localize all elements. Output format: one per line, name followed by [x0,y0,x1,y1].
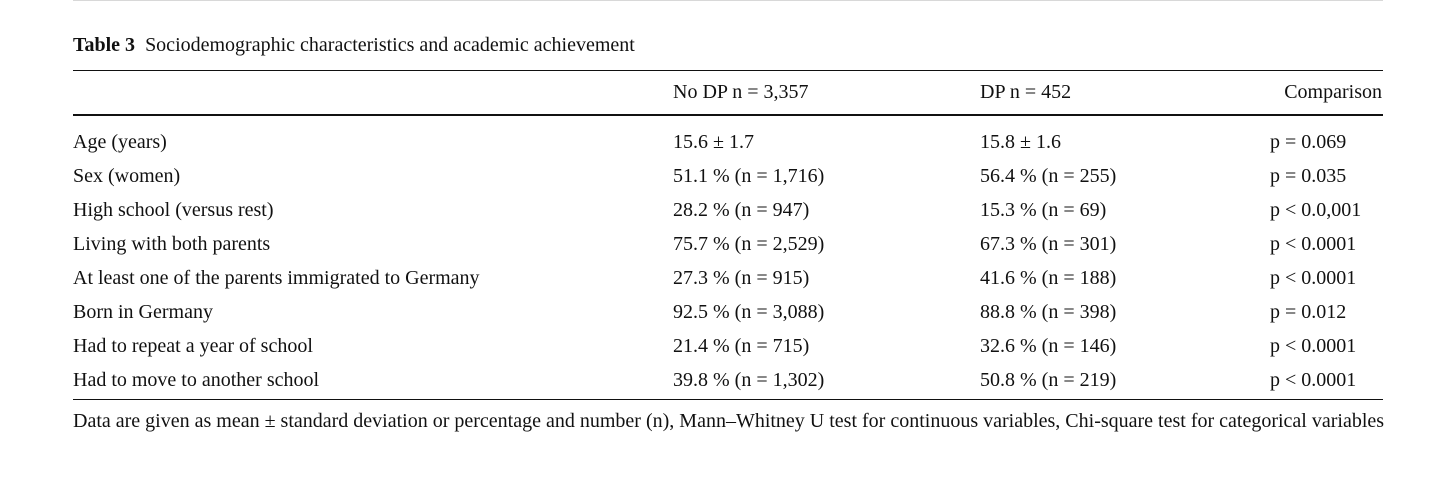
table-row [0,329,1438,363]
row-label: Had to move to another school [73,369,320,391]
table-body [0,125,1438,397]
column-header-no-dp: No DP n = 3,357 [673,81,809,103]
cell-comparison: p < 0.0001 [1270,369,1357,391]
cell-dp: 32.6 % (n = 146) [980,335,1117,357]
cell-no-dp: 51.1 % (n = 1,716) [673,165,825,187]
cell-dp: 50.8 % (n = 219) [980,369,1117,391]
table-row [0,193,1438,227]
cell-no-dp: 75.7 % (n = 2,529) [673,233,825,255]
table-label: Table 3 [73,34,136,56]
table-row [0,159,1438,193]
table-header-rule [73,114,1383,116]
cell-dp: 88.8 % (n = 398) [980,301,1117,323]
table-footnote: Data are given as mean ± standard deviation or percentage and number (n), Mann–Whitney U test for continuous variables, Chi-square test for categorical variables [73,410,1385,432]
table-top-rule [73,70,1383,71]
cell-no-dp: 28.2 % (n = 947) [673,199,810,221]
column-header-dp: DP n = 452 [980,81,1072,103]
cell-dp: 41.6 % (n = 188) [980,267,1117,289]
cell-comparison: p = 0.069 [1270,131,1347,153]
table-caption [73,34,635,57]
cell-comparison: p = 0.012 [1270,301,1347,323]
cell-comparison: p = 0.035 [1270,165,1347,187]
row-label: Had to repeat a year of school [73,335,313,357]
column-header-comparison: Comparison [1284,81,1382,103]
table-row [0,261,1438,295]
cell-dp: 15.8 ± 1.6 [980,131,1061,153]
top-divider [73,0,1383,1]
cell-dp: 15.3 % (n = 69) [980,199,1107,221]
table-row [0,295,1438,329]
row-label: Age (years) [73,131,167,153]
cell-comparison: p < 0.0001 [1270,267,1357,289]
row-label: High school (versus rest) [73,199,274,221]
row-label: Born in Germany [73,301,213,323]
cell-comparison: p < 0.0001 [1270,335,1357,357]
cell-no-dp: 15.6 ± 1.7 [673,131,754,153]
cell-dp: 56.4 % (n = 255) [980,165,1117,187]
table-row [0,363,1438,397]
table-row [0,227,1438,261]
cell-no-dp: 27.3 % (n = 915) [673,267,810,289]
cell-no-dp: 39.8 % (n = 1,302) [673,369,825,391]
cell-dp: 67.3 % (n = 301) [980,233,1117,255]
row-label: Sex (women) [73,165,181,187]
table-row [0,125,1438,159]
cell-comparison: p < 0.0,001 [1270,199,1362,221]
cell-no-dp: 21.4 % (n = 715) [673,335,810,357]
row-label: Living with both parents [73,233,271,255]
cell-no-dp: 92.5 % (n = 3,088) [673,301,825,323]
row-label: At least one of the parents immigrated to Germany [73,267,480,289]
table-title: Sociodemographic characteristics and academic achievement [145,34,635,56]
cell-comparison: p < 0.0001 [1270,233,1357,255]
table-bottom-rule [73,399,1383,400]
